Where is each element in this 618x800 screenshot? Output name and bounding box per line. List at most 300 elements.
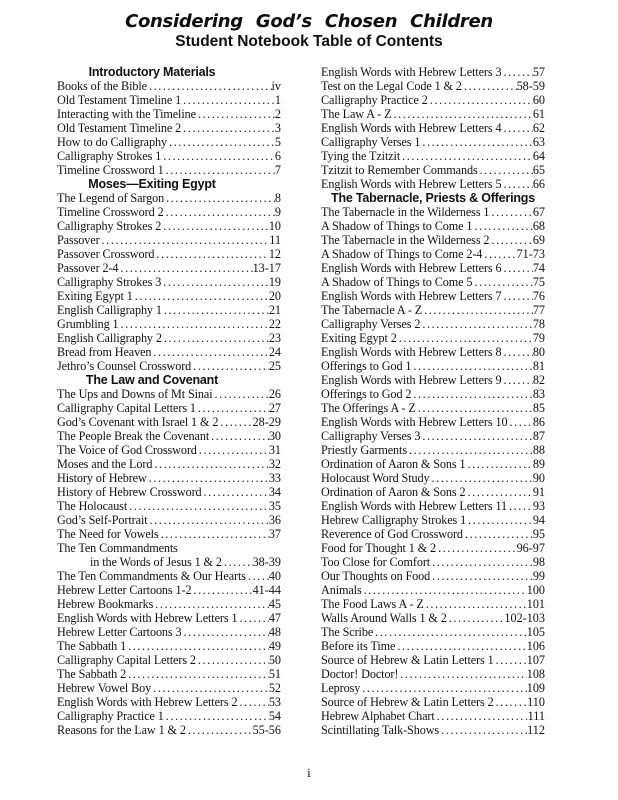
toc-entry-label: Holocaust Word Study bbox=[321, 471, 430, 485]
toc-entry-page: 69 bbox=[532, 233, 545, 247]
dot-leader bbox=[391, 107, 532, 121]
toc-entry bbox=[321, 163, 545, 177]
dot-leader bbox=[202, 485, 269, 499]
toc-entry-label: Jethro’s Counsel Crossword bbox=[57, 359, 192, 373]
dot-leader bbox=[164, 191, 275, 205]
toc-entry-label: The Need for Vowels bbox=[57, 527, 159, 541]
toc-entry bbox=[57, 219, 281, 233]
toc-entry-page: 51 bbox=[268, 667, 281, 681]
dot-leader bbox=[147, 79, 272, 93]
toc-entry-page: 24 bbox=[268, 345, 281, 359]
toc-entry bbox=[57, 191, 281, 205]
toc-entry bbox=[57, 583, 281, 597]
toc-entry bbox=[57, 527, 281, 541]
toc-entry-label: Scintillating Talk-Shows bbox=[321, 723, 440, 737]
toc-entry-page: 105 bbox=[526, 625, 545, 639]
toc-entry bbox=[57, 499, 281, 513]
toc-entry bbox=[57, 401, 281, 415]
toc-section-heading: The Law and Covenant bbox=[85, 373, 219, 387]
toc-entry-label: Hebrew Calligraphy Strokes 1 bbox=[321, 513, 467, 527]
toc-entry bbox=[321, 359, 545, 373]
toc-entry bbox=[321, 247, 545, 261]
toc-entry-page: 20 bbox=[268, 289, 281, 303]
toc-entry-page: 91 bbox=[532, 485, 545, 499]
toc-entry-page: 111 bbox=[527, 709, 545, 723]
toc-entry-page: 32 bbox=[268, 457, 281, 471]
toc-entry-page: 5 bbox=[274, 135, 281, 149]
toc-entry-page: 57 bbox=[532, 65, 545, 79]
toc-entry bbox=[57, 611, 281, 625]
toc-entry-label: English Calligraphy 2 bbox=[57, 331, 162, 345]
document-subtitle: Student Notebook Table of Contents bbox=[175, 33, 443, 50]
dot-leader bbox=[397, 331, 533, 345]
toc-entry-label: Calligraphy Capital Letters 2 bbox=[57, 653, 196, 667]
toc-entry-page: 40 bbox=[268, 569, 281, 583]
toc-entry bbox=[321, 569, 545, 583]
toc-entry-label: Too Close for Comfort bbox=[321, 555, 431, 569]
toc-entry-page: 82 bbox=[532, 373, 545, 387]
dot-leader bbox=[478, 163, 533, 177]
dot-leader bbox=[472, 219, 532, 233]
dot-leader bbox=[151, 345, 268, 359]
toc-entry-label: English Words with Hebrew Letters 7 bbox=[321, 289, 502, 303]
toc-entry-page: 67 bbox=[532, 205, 545, 219]
dot-leader bbox=[182, 625, 269, 639]
toc-entry-label: Hebrew Letter Cartoons 3 bbox=[57, 625, 182, 639]
toc-entry-label: English Words with Hebrew Letters 2 bbox=[57, 695, 238, 709]
toc-entry bbox=[321, 625, 545, 639]
dot-leader bbox=[416, 401, 533, 415]
toc-entry-label: Reasons for the Law 1 & 2 bbox=[57, 723, 186, 737]
dot-leader bbox=[181, 121, 275, 135]
toc-entry bbox=[321, 289, 545, 303]
toc-entry-page: 21 bbox=[268, 303, 281, 317]
toc-entry-page: 102-103 bbox=[504, 611, 545, 625]
dot-leader bbox=[126, 639, 269, 653]
toc-entry-page: 52 bbox=[268, 681, 281, 695]
toc-entry-page: 96-97 bbox=[516, 541, 545, 555]
toc-entry-page: 23 bbox=[268, 331, 281, 345]
dot-leader bbox=[466, 513, 533, 527]
toc-entry-label: The Sabbath 2 bbox=[57, 667, 127, 681]
toc-entry-label: Calligraphy Strokes 3 bbox=[57, 275, 162, 289]
dot-leader bbox=[430, 555, 533, 569]
toc-entry-page: 93 bbox=[532, 499, 545, 513]
dot-leader bbox=[196, 107, 275, 121]
toc-entry-page: 33 bbox=[268, 471, 281, 485]
toc-entry-page: 107 bbox=[526, 653, 545, 667]
toc-entry bbox=[321, 345, 545, 359]
toc-entry-page: 94 bbox=[532, 513, 545, 527]
toc-entry-label: Tzitzit to Remember Commands bbox=[321, 163, 478, 177]
toc-entry-label: The Ten Commandments bbox=[57, 541, 178, 555]
dot-leader bbox=[246, 569, 269, 583]
toc-entry bbox=[321, 723, 545, 737]
toc-entry-label: Hebrew Alphabet Chart bbox=[321, 709, 435, 723]
toc-entry bbox=[57, 359, 281, 373]
toc-entry bbox=[321, 275, 545, 289]
toc-entry bbox=[57, 625, 281, 639]
toc-entry bbox=[321, 555, 545, 569]
toc-entry bbox=[57, 149, 281, 163]
toc-entry-page: 48 bbox=[268, 625, 281, 639]
toc-entry bbox=[57, 513, 281, 527]
dot-leader bbox=[191, 359, 269, 373]
toc-entry bbox=[57, 639, 281, 653]
dot-leader bbox=[162, 331, 269, 345]
toc-entry bbox=[321, 233, 545, 247]
toc-entry-label: The Sabbath 1 bbox=[57, 639, 127, 653]
toc-entry-label: Interacting with the Timeline bbox=[57, 107, 196, 121]
toc-entry bbox=[321, 107, 545, 121]
toc-entry-page: 112 bbox=[527, 723, 545, 737]
dot-leader bbox=[161, 219, 269, 233]
toc-entry bbox=[321, 317, 545, 331]
dot-leader bbox=[161, 275, 269, 289]
dot-leader bbox=[501, 177, 532, 191]
dot-leader bbox=[362, 583, 527, 597]
toc-entry-label: Timeline Crossword 1 bbox=[57, 163, 164, 177]
toc-entry-label: A Shadow of Things to Come 2-4 bbox=[321, 247, 483, 261]
toc-entry-page: 98 bbox=[532, 555, 545, 569]
toc-entry bbox=[321, 65, 545, 79]
toc-entry bbox=[321, 667, 545, 681]
dot-leader bbox=[439, 723, 527, 737]
toc-entry bbox=[57, 695, 281, 709]
dot-leader bbox=[126, 667, 269, 681]
toc-entry bbox=[321, 135, 545, 149]
toc-entry bbox=[321, 387, 545, 401]
toc-entry bbox=[321, 331, 545, 345]
toc-entry-page: 6 bbox=[274, 149, 281, 163]
dot-leader bbox=[422, 303, 533, 317]
dot-leader bbox=[435, 709, 528, 723]
toc-entry-label: Hebrew Vowel Boy bbox=[57, 681, 152, 695]
toc-entry-page: 49 bbox=[268, 639, 281, 653]
toc-entry bbox=[57, 681, 281, 695]
dot-leader bbox=[164, 205, 275, 219]
toc-entry bbox=[57, 597, 281, 611]
dot-leader bbox=[237, 611, 268, 625]
toc-entry-page: 83 bbox=[532, 387, 545, 401]
toc-entry-label: Offerings to God 2 bbox=[321, 387, 412, 401]
toc-entry bbox=[321, 541, 545, 555]
dot-leader bbox=[407, 443, 533, 457]
dot-leader bbox=[501, 65, 532, 79]
dot-leader bbox=[420, 429, 532, 443]
toc-entry bbox=[321, 443, 545, 457]
toc-entry-label: Bread from Heaven bbox=[57, 345, 152, 359]
toc-entry bbox=[321, 457, 545, 471]
toc-entry-label: Moses and the Lord bbox=[57, 457, 153, 471]
toc-entry-label: Hebrew Letter Cartoons 1-2 bbox=[57, 583, 192, 597]
toc-entry bbox=[321, 93, 545, 107]
dot-leader bbox=[395, 639, 526, 653]
toc-entry bbox=[321, 429, 545, 443]
dot-leader bbox=[420, 317, 532, 331]
toc-entry-page: 99 bbox=[532, 569, 545, 583]
dot-leader bbox=[507, 415, 532, 429]
toc-entry-label: Before its Time bbox=[321, 639, 396, 653]
toc-entry-label: Ordination of Aaron & Sons 2 bbox=[321, 485, 466, 499]
dot-leader bbox=[218, 415, 252, 429]
dot-leader bbox=[167, 135, 275, 149]
toc-entry-label: Books of the Bible bbox=[57, 79, 147, 93]
toc-entry-page: 79 bbox=[532, 331, 545, 345]
dot-leader bbox=[501, 373, 532, 387]
toc-entry bbox=[57, 443, 281, 457]
toc-entry bbox=[321, 303, 545, 317]
toc-entry-page: 53 bbox=[268, 695, 281, 709]
dot-leader bbox=[472, 275, 532, 289]
toc-entry bbox=[57, 121, 281, 135]
toc-section-heading: Introductory Materials bbox=[88, 65, 216, 79]
toc-entry bbox=[57, 345, 281, 359]
toc-entry bbox=[321, 639, 545, 653]
toc-entry-page: 55-56 bbox=[252, 723, 281, 737]
dot-leader bbox=[489, 233, 532, 247]
toc-entry-label: English Calligraphy 1 bbox=[57, 303, 162, 317]
toc-entry-page: 65 bbox=[532, 163, 545, 177]
toc-entry-page: 77 bbox=[532, 303, 545, 317]
toc-entry-label: The Law A - Z bbox=[321, 107, 392, 121]
dot-leader bbox=[186, 723, 253, 737]
toc-entry bbox=[57, 709, 281, 723]
toc-entry-label: Passover 2-4 bbox=[57, 261, 119, 275]
toc-entry-page: iv bbox=[271, 79, 281, 93]
dot-leader bbox=[398, 667, 526, 681]
toc-entry-page: 25 bbox=[268, 359, 281, 373]
toc-entry bbox=[321, 415, 545, 429]
toc-entry bbox=[57, 471, 281, 485]
toc-entry-page: 89 bbox=[532, 457, 545, 471]
toc-entry-page: 54 bbox=[268, 709, 281, 723]
toc-entry bbox=[321, 205, 545, 219]
dot-leader bbox=[127, 499, 269, 513]
toc-entry-label: Passover bbox=[57, 233, 100, 247]
toc-entry-label: English Words with Hebrew Letters 6 bbox=[321, 261, 502, 275]
toc-entry bbox=[57, 541, 281, 555]
toc-entry-page: 63 bbox=[532, 135, 545, 149]
toc-entry-page: 45 bbox=[268, 597, 281, 611]
dot-leader bbox=[213, 387, 269, 401]
toc-entry-page: 31 bbox=[268, 443, 281, 457]
toc-entry-label: The Holocaust bbox=[57, 499, 128, 513]
toc-entry bbox=[321, 513, 545, 527]
toc-entry-label: History of Hebrew bbox=[57, 471, 147, 485]
toc-entry bbox=[57, 415, 281, 429]
toc-entry bbox=[57, 485, 281, 499]
toc-entry-page: 95 bbox=[532, 527, 545, 541]
toc-section-heading: Moses—Exiting Egypt bbox=[88, 177, 216, 191]
toc-entry-label: Calligraphy Practice 2 bbox=[321, 93, 428, 107]
toc-entry-page: 88 bbox=[532, 443, 545, 457]
toc-entry bbox=[57, 247, 281, 261]
toc-entry-label: Leprosy bbox=[321, 681, 361, 695]
toc-entry bbox=[321, 121, 545, 135]
toc-entry bbox=[57, 317, 281, 331]
toc-entry-label: Grumbling 1 bbox=[57, 317, 119, 331]
toc-entry-label: Exiting Egypt 2 bbox=[321, 331, 397, 345]
dot-leader bbox=[373, 625, 527, 639]
dot-leader bbox=[237, 695, 268, 709]
toc-entry-label: Walls Around Walls 1 & 2 bbox=[321, 611, 447, 625]
toc-entry-label: Old Testament Timeline 1 bbox=[57, 93, 182, 107]
toc-entry-label: Calligraphy Verses 3 bbox=[321, 429, 421, 443]
toc-entry-page: 12 bbox=[268, 247, 281, 261]
toc-entry-page: 62 bbox=[532, 121, 545, 135]
dot-leader bbox=[119, 317, 269, 331]
toc-entry-label: God’s Self-Portrait bbox=[57, 513, 148, 527]
toc-entry-page: 36 bbox=[268, 513, 281, 527]
toc-entry bbox=[321, 79, 545, 93]
toc-entry bbox=[57, 135, 281, 149]
dot-leader bbox=[411, 359, 532, 373]
dot-leader bbox=[360, 681, 526, 695]
toc-entry-label: How to do Calligraphy bbox=[57, 135, 167, 149]
toc-entry-page: 9 bbox=[274, 205, 281, 219]
dot-leader bbox=[159, 527, 269, 541]
toc-entry-page: 28-29 bbox=[252, 415, 281, 429]
toc-entry-label: Food for Thought 1 & 2 bbox=[321, 541, 437, 555]
dot-leader bbox=[424, 597, 527, 611]
toc-entry-label: English Words with Hebrew Letters 3 bbox=[321, 65, 502, 79]
dot-leader bbox=[501, 345, 532, 359]
toc-entry-label: English Words with Hebrew Letters 5 bbox=[321, 177, 502, 191]
dot-leader bbox=[494, 653, 527, 667]
toc-entry bbox=[321, 527, 545, 541]
toc-entry-label: The Ups and Downs of Mt Sinai bbox=[57, 387, 213, 401]
toc-entry-label: Source of Hebrew & Latin Letters 2 bbox=[321, 695, 494, 709]
toc-entry-label: English Words with Hebrew Letters 10 bbox=[321, 415, 508, 429]
toc-entry-label: Source of Hebrew & Latin Letters 1 bbox=[321, 653, 494, 667]
dot-leader bbox=[501, 289, 532, 303]
toc-entry-label: Timeline Crossword 2 bbox=[57, 205, 164, 219]
toc-entry-label: Calligraphy Strokes 2 bbox=[57, 219, 162, 233]
toc-entry bbox=[57, 289, 281, 303]
toc-entry-page: 61 bbox=[532, 107, 545, 121]
dot-leader bbox=[222, 555, 253, 569]
toc-entry-label: English Words with Hebrew Letters 1 bbox=[57, 611, 238, 625]
toc-entry-label: Reverence of God Crossword bbox=[321, 527, 463, 541]
dot-leader bbox=[152, 457, 268, 471]
toc-entry-label: Test on the Legal Code 1 & 2 bbox=[321, 79, 462, 93]
toc-entry-page: 11 bbox=[269, 233, 281, 247]
toc-entry bbox=[321, 177, 545, 191]
dot-leader bbox=[501, 121, 532, 135]
toc-entry bbox=[57, 233, 281, 247]
toc-entry-label: A Shadow of Things to Come 5 bbox=[321, 275, 473, 289]
toc-entry-page: 78 bbox=[532, 317, 545, 331]
toc-entry bbox=[57, 569, 281, 583]
toc-entry-page: 100 bbox=[526, 583, 545, 597]
toc-section-heading: The Tabernacle, Priests & Offerings bbox=[331, 191, 535, 205]
toc-entry-label: Calligraphy Practice 1 bbox=[57, 709, 164, 723]
toc-entry bbox=[57, 275, 281, 289]
toc-entry-page: 85 bbox=[532, 401, 545, 415]
toc-entry bbox=[57, 457, 281, 471]
dot-leader bbox=[181, 93, 275, 107]
dot-leader bbox=[436, 541, 517, 555]
dot-leader bbox=[465, 457, 532, 471]
dot-leader bbox=[133, 289, 269, 303]
toc-entry bbox=[321, 219, 545, 233]
toc-entry-label: Calligraphy Strokes 1 bbox=[57, 149, 162, 163]
toc-entry bbox=[57, 387, 281, 401]
toc-entry bbox=[57, 261, 281, 275]
toc-entry-page: 90 bbox=[532, 471, 545, 485]
toc-entry-page: 30 bbox=[268, 429, 281, 443]
toc-entry-label: Old Testament Timeline 2 bbox=[57, 121, 182, 135]
toc-entry bbox=[321, 401, 545, 415]
toc-entry-page: 10 bbox=[268, 219, 281, 233]
toc-entry-page: 22 bbox=[268, 317, 281, 331]
toc-entry-label: English Words with Hebrew Letters 4 bbox=[321, 121, 502, 135]
toc-entry-label: Calligraphy Verses 2 bbox=[321, 317, 421, 331]
dot-leader bbox=[420, 135, 532, 149]
dot-leader bbox=[196, 401, 269, 415]
toc-entry-label: The Ten Commandments & Our Hearts bbox=[57, 569, 246, 583]
toc-entry bbox=[321, 611, 545, 625]
toc-entry-label: The Tabernacle A - Z bbox=[321, 303, 423, 317]
toc-entry-page: 108 bbox=[526, 667, 545, 681]
toc-entry-label: Our Thoughts on Food bbox=[321, 569, 431, 583]
toc-entry bbox=[321, 499, 545, 513]
toc-entry-label: in the Words of Jesus 1 & 2 bbox=[90, 555, 222, 569]
toc-entry bbox=[321, 597, 545, 611]
toc-entry bbox=[321, 471, 545, 485]
toc-entry-label: Doctor! Doctor! bbox=[321, 667, 399, 681]
dot-leader bbox=[153, 597, 269, 611]
dot-leader bbox=[462, 79, 517, 93]
toc-entry bbox=[57, 163, 281, 177]
toc-entry-page: 37 bbox=[268, 527, 281, 541]
toc-entry-page: 64 bbox=[532, 149, 545, 163]
dot-leader bbox=[154, 247, 268, 261]
dot-leader bbox=[482, 247, 516, 261]
dot-leader bbox=[100, 233, 270, 247]
toc-entry bbox=[57, 303, 281, 317]
toc-entry-page: 35 bbox=[268, 499, 281, 513]
toc-entry-label: The Food Laws A - Z bbox=[321, 597, 424, 611]
toc-column-left bbox=[57, 65, 281, 737]
document-title: Considering God’s Chosen Children bbox=[125, 11, 493, 32]
toc-entry-label: Tying the Tzitzit bbox=[321, 149, 401, 163]
toc-entry-page: 71-73 bbox=[516, 247, 545, 261]
toc-entry-page: 81 bbox=[532, 359, 545, 373]
toc-entry-page: 110 bbox=[527, 695, 545, 709]
toc-entry-label: The People Break the Covenant bbox=[57, 429, 210, 443]
dot-leader bbox=[148, 513, 269, 527]
toc-entry-page: 27 bbox=[268, 401, 281, 415]
toc-entry-page: 76 bbox=[532, 289, 545, 303]
toc-entry bbox=[321, 695, 545, 709]
toc-entry bbox=[57, 79, 281, 93]
toc-entry bbox=[321, 261, 545, 275]
toc-entry bbox=[57, 107, 281, 121]
dot-leader bbox=[463, 527, 533, 541]
toc-entry bbox=[57, 205, 281, 219]
toc-entry bbox=[57, 331, 281, 345]
toc-entry-label: The Tabernacle in the Wilderness 1 bbox=[321, 205, 490, 219]
toc-entry-page: 58-59 bbox=[516, 79, 545, 93]
toc-entry bbox=[57, 93, 281, 107]
dot-leader bbox=[430, 471, 533, 485]
toc-entry-page: 109 bbox=[526, 681, 545, 695]
toc-entry-page: 74 bbox=[532, 261, 545, 275]
toc-entry-label: Calligraphy Capital Letters 1 bbox=[57, 401, 196, 415]
dot-leader bbox=[191, 583, 252, 597]
